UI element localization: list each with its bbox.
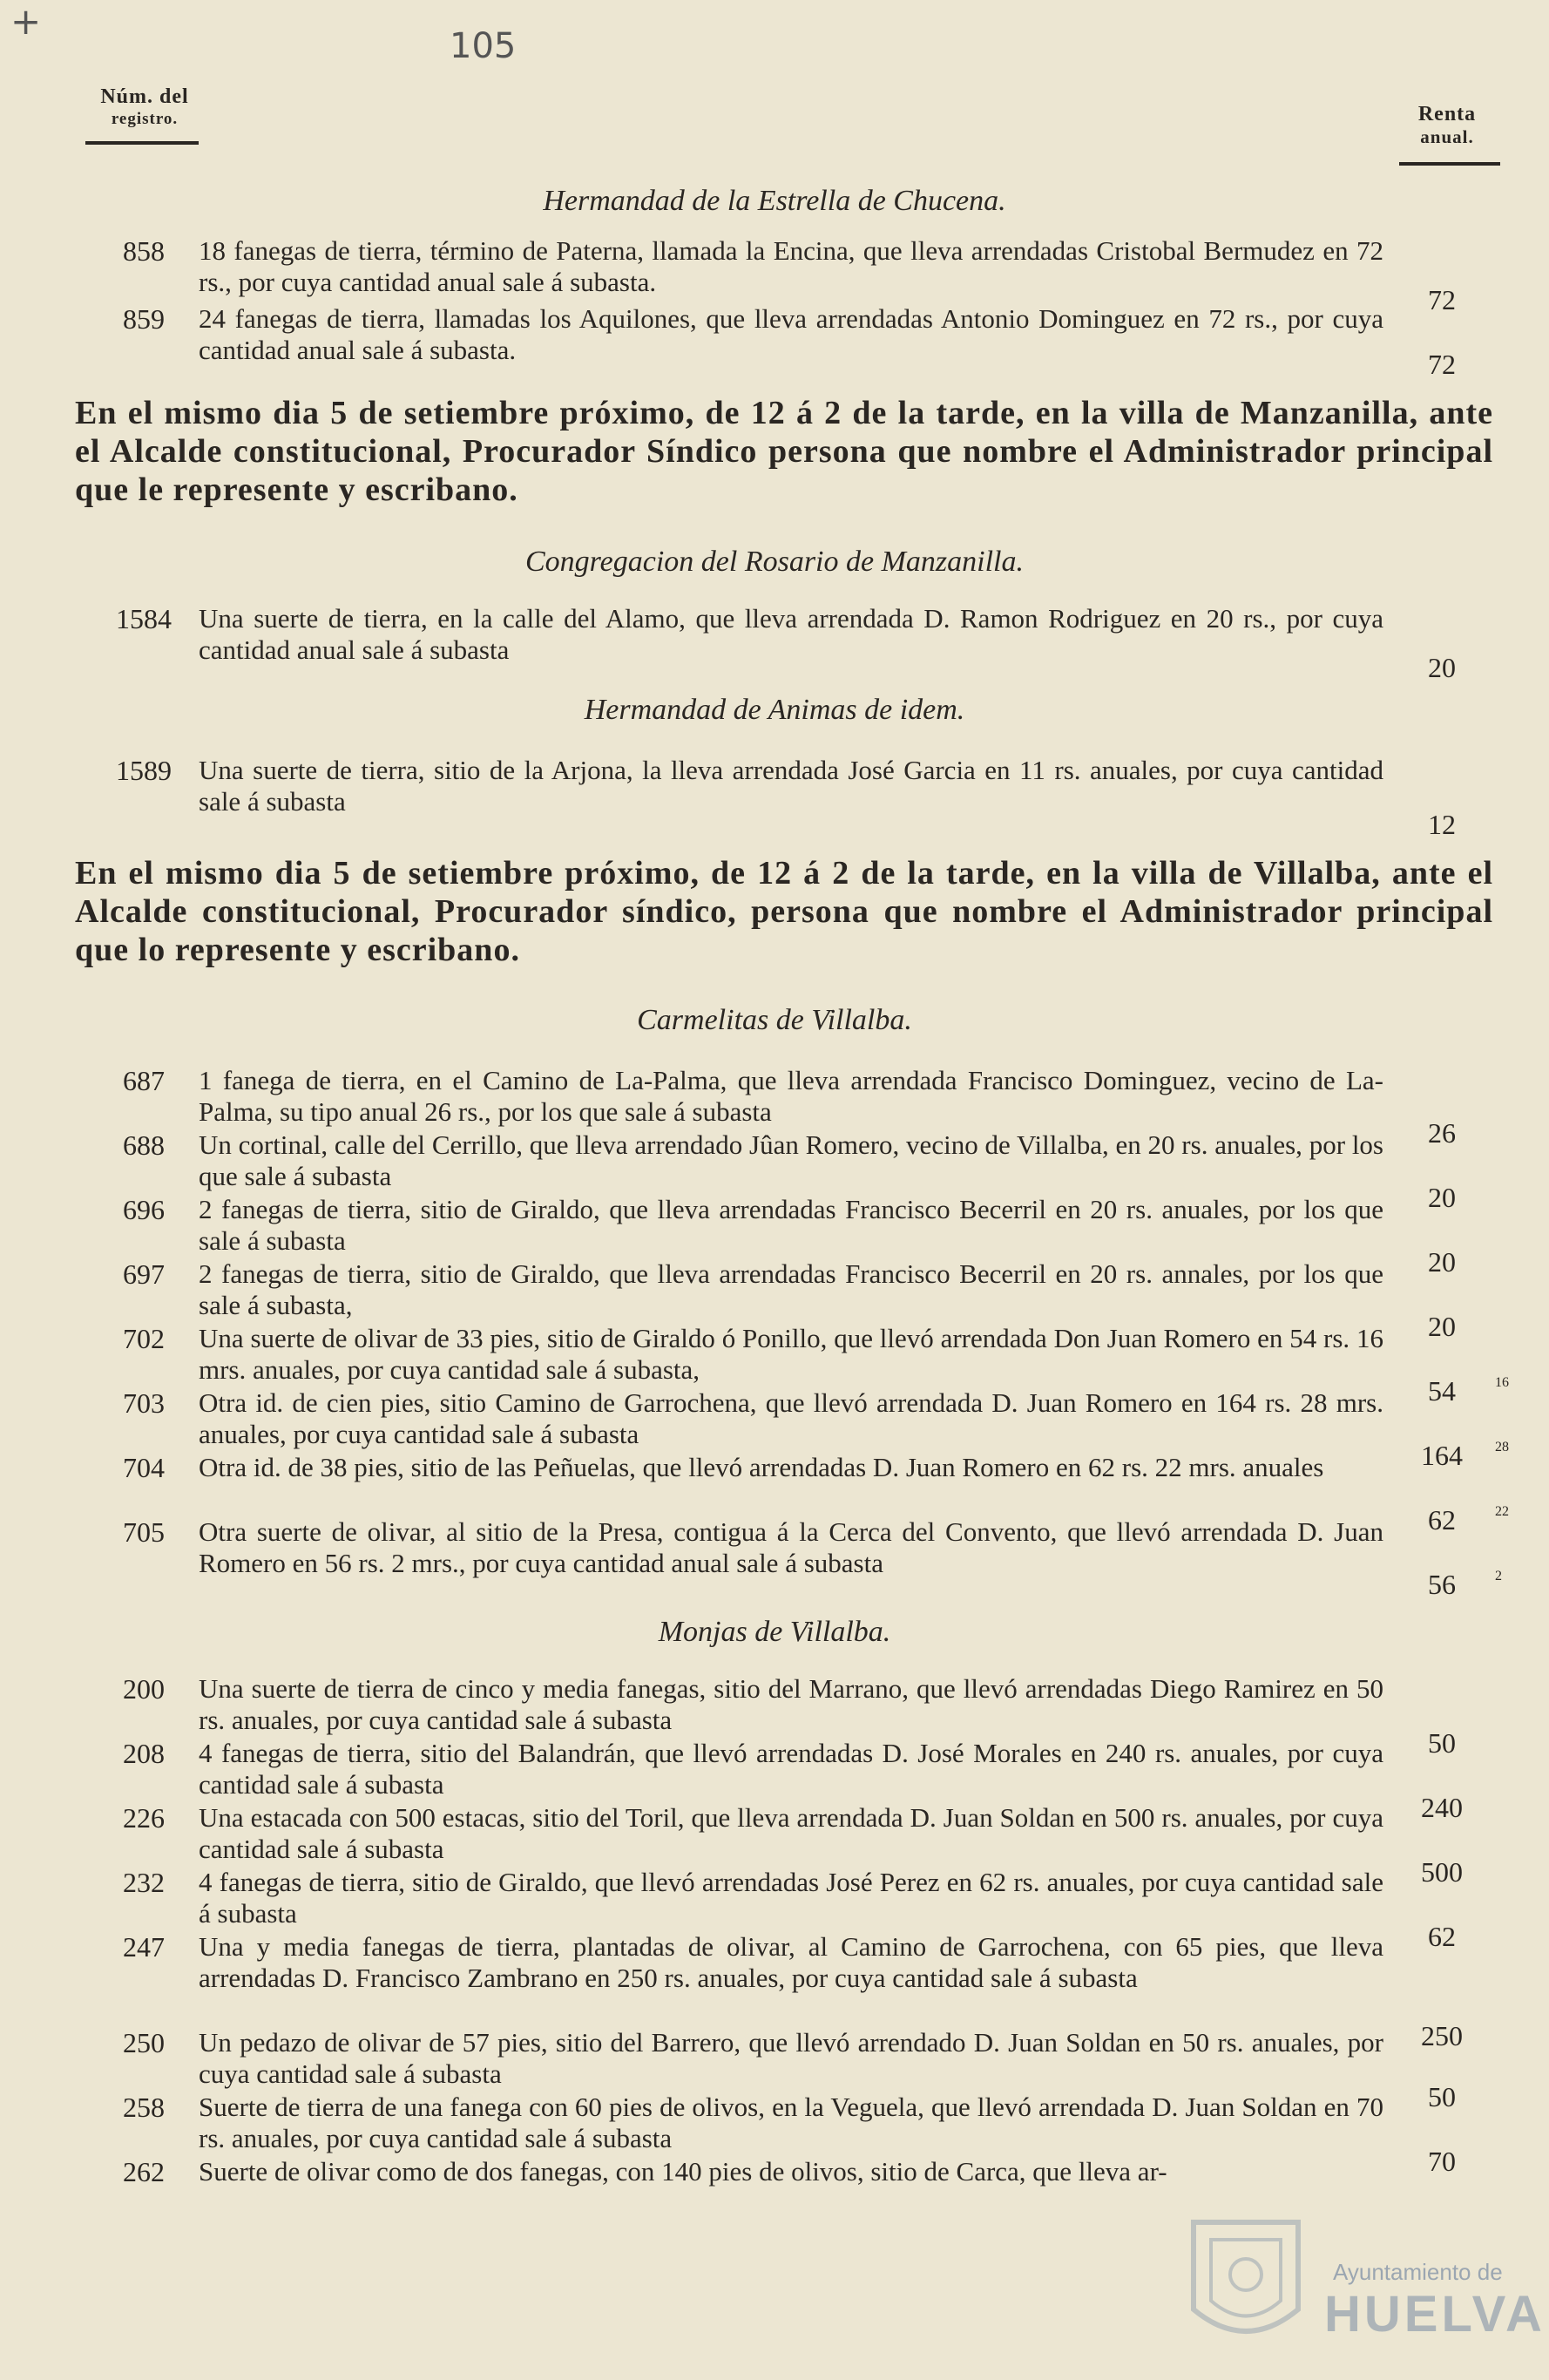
section-title-estrella: Hermandad de la Estrella de Chucena. — [543, 185, 1006, 217]
annual-rent: 62 — [1428, 1921, 1456, 1952]
registry-number: 705 — [123, 1516, 165, 1548]
entry-text: Otra suerte de olivar, al sitio de la Presa, contigua á la Cerca del Convento, que llevó arrendada D. Juan Romero en 56 rs. 2 mrs., por cuya cantidad anual sale á subasta — [199, 1516, 1383, 1578]
entry-text: Suerte de tierra de una fanega con 60 pies de olivos, en la Veguela, que llevó arrendada D. Juan Soldan en 70 rs. anuales, por cuya cantidad sale á subasta — [199, 2092, 1383, 2153]
section-title-carmelitas: Carmelitas de Villalba. — [637, 1004, 912, 1036]
watermark-line1: Ayuntamiento de — [1333, 2259, 1503, 2285]
header-registro-line1: Núm. del — [100, 85, 189, 108]
annual-rent-maravedis: 28 — [1495, 1440, 1509, 1454]
registry-number: 696 — [123, 1194, 165, 1225]
annual-rent: 164 — [1421, 1440, 1463, 1471]
annual-rent: 50 — [1428, 2081, 1456, 2112]
entry-text: 2 fanegas de tierra, sitio de Giraldo, que lleva arrendadas Francisco Becerril en 20 rs. anuales, por los que sale á subasta — [199, 1194, 1383, 1256]
registry-number: 226 — [123, 1802, 165, 1834]
header-renta — [1390, 103, 1504, 148]
header-right-rule — [1399, 162, 1500, 166]
section-title-rosario: Congregacion del Rosario de Manzanilla. — [525, 546, 1024, 578]
section-title-animas: Hermandad de Animas de idem. — [584, 694, 965, 726]
registry-number: 687 — [123, 1065, 165, 1096]
header-renta-line2: anual. — [1420, 126, 1474, 147]
registry-number: 258 — [123, 2092, 165, 2123]
annual-rent-maravedis: 22 — [1495, 1504, 1509, 1519]
pencil-page-number: 105 — [450, 26, 517, 66]
entry-text: 24 fanegas de tierra, llamadas los Aquilones, que lleva arrendadas Antonio Dominguez en 72 rs., por cuya cantidad anual sale á subasta. — [199, 303, 1383, 365]
entry-text: Otra id. de cien pies, sitio Camino de Garrochena, que llevó arrendada D. Juan Romero en 164 rs. 28 mrs. anuales, por cuya cantidad sale á subasta — [199, 1387, 1383, 1449]
annual-rent: 20 — [1428, 652, 1456, 683]
registry-number: 250 — [123, 2027, 165, 2058]
entry-text: Un pedazo de olivar de 57 pies, sitio del Barrero, que llevó arrendado D. Juan Soldan en 50 rs. anuales, por cuya cantidad sale á subasta — [199, 2027, 1383, 2089]
registry-number: 704 — [123, 1452, 165, 1483]
registry-number: 703 — [123, 1387, 165, 1419]
header-left-rule — [85, 141, 199, 145]
entry-text: Suerte de olivar como de dos fanegas, con 140 pies de olivos, sitio de Carca, que lleva ar- — [199, 2156, 1167, 2187]
annual-rent: 54 — [1428, 1375, 1456, 1407]
annual-rent: 72 — [1428, 349, 1456, 380]
annual-rent: 250 — [1421, 2020, 1463, 2051]
auction-notice-manzanilla: En el mismo dia 5 de setiembre próximo, de 12 á 2 de la tarde, en la villa de Manzanilla, ante el Alcalde constitucional, Procurador Síndico persona que nombre el Administrador principal que le represente y escribano. — [75, 395, 1493, 508]
annual-rent: 62 — [1428, 1504, 1456, 1536]
entry-text: 18 fanegas de tierra, término de Paterna, llamada la Encina, que lleva arrendadas Cristobal Bermudez en 72 rs., por cuya cantidad anual sale á subasta. — [199, 235, 1383, 297]
registry-number: 262 — [123, 2156, 165, 2187]
annual-rent-maravedis: 16 — [1495, 1375, 1509, 1390]
auction-notice-villalba: En el mismo dia 5 de setiembre próximo, de 12 á 2 de la tarde, en la villa de Villalba, ante el Alcalde constitucional, Procurador síndico, persona que nombre el Administrador principal que lo represente y escribano. — [75, 855, 1493, 968]
watermark-line2: HUELVA — [1324, 2286, 1546, 2343]
entry-text: 4 fanegas de tierra, sitio del Balandrán, que llevó arrendadas D. José Morales en 240 rs. anuales, por cuya cantidad sale á subasta — [199, 1738, 1383, 1800]
registry-number: 208 — [123, 1738, 165, 1769]
registry-number: 1589 — [116, 755, 172, 786]
annual-rent: 500 — [1421, 1856, 1463, 1888]
annual-rent: 26 — [1428, 1117, 1456, 1149]
annual-rent: 56 — [1428, 1569, 1456, 1600]
entry-text: 2 fanegas de tierra, sitio de Giraldo, que lleva arrendadas Francisco Becerril en 20 rs. annales, por los que sale á subasta, — [199, 1258, 1383, 1320]
annual-rent: 70 — [1428, 2146, 1456, 2177]
registry-number: 697 — [123, 1258, 165, 1290]
registry-number: 1584 — [116, 603, 172, 634]
entry-text: Una y media fanegas de tierra, plantadas de olivar, al Camino de Garrochena, con 65 pies, que lleva arrendadas D. Francisco Zambrano en 250 rs. anuales, por cuya cantidad sale á subasta — [199, 1931, 1383, 1993]
entry-text: Una estacada con 500 estacas, sitio del Toril, que lleva arrendada D. Juan Soldan en 500 rs. anuales, por cuya cantidad sale á subasta — [199, 1802, 1383, 1864]
registry-number: 247 — [123, 1931, 165, 1963]
header-registro — [84, 85, 206, 131]
registry-number: 688 — [123, 1129, 165, 1161]
registry-number: 232 — [123, 1867, 165, 1898]
entry-text: 4 fanegas de tierra, sitio de Giraldo, que llevó arrendadas José Perez en 62 rs. anuales, por cuya cantidad sale á subasta — [199, 1867, 1383, 1929]
annual-rent: 20 — [1428, 1311, 1456, 1342]
entry-text: Un cortinal, calle del Cerrillo, que lleva arrendado Jûan Romero, vecino de Villalba, en 20 rs. anuales, por los que sale á subasta — [199, 1129, 1383, 1191]
entry-text: Otra id. de 38 pies, sitio de las Peñuelas, que llevó arrendadas D. Juan Romero en 62 rs. 22 mrs. anuales — [199, 1452, 1324, 1482]
annual-rent: 20 — [1428, 1246, 1456, 1278]
annual-rent-maravedis: 2 — [1495, 1569, 1502, 1583]
annual-rent: 240 — [1421, 1792, 1463, 1823]
registry-number: 859 — [123, 303, 165, 335]
section-title-monjas: Monjas de Villalba. — [658, 1616, 891, 1648]
annual-rent: 50 — [1428, 1727, 1456, 1759]
annual-rent: 72 — [1428, 284, 1456, 315]
header-renta-line1: Renta — [1417, 103, 1477, 125]
entry-text: Una suerte de tierra, en la calle del Alamo, que lleva arrendada D. Ramon Rodriguez en 20 rs., por cuya cantidad anual sale á subasta — [199, 603, 1383, 665]
entry-text: Una suerte de tierra, sitio de la Arjona, la lleva arrendada José Garcia en 11 rs. anuales, por cuya cantidad sale á subasta — [199, 755, 1383, 817]
registry-number: 702 — [123, 1323, 165, 1354]
annual-rent: 12 — [1428, 809, 1456, 840]
entry-text: 1 fanega de tierra, en el Camino de La-Palma, que lleva arrendada Francisco Dominguez, vecino de La-Palma, su tipo anual 26 rs., por los que sale á subasta — [199, 1065, 1383, 1127]
entry-text: Una suerte de olivar de 33 pies, sitio de Giraldo ó Ponillo, que llevó arrendada Don Juan Romero en 54 rs. 16 mrs. anuales, por cuya cantidad sale á subasta, — [199, 1323, 1383, 1385]
annual-rent: 20 — [1428, 1182, 1456, 1213]
header-registro-line2: registro. — [111, 110, 179, 128]
registry-number: 200 — [123, 1673, 165, 1705]
entry-text: Una suerte de tierra de cinco y media fanegas, sitio del Marrano, que llevó arrendadas Diego Ramirez en 50 rs. anuales, por cuya cantidad sale á subasta — [199, 1673, 1383, 1735]
pencil-corner-mark: + — [10, 0, 42, 43]
registry-number: 858 — [123, 235, 165, 267]
